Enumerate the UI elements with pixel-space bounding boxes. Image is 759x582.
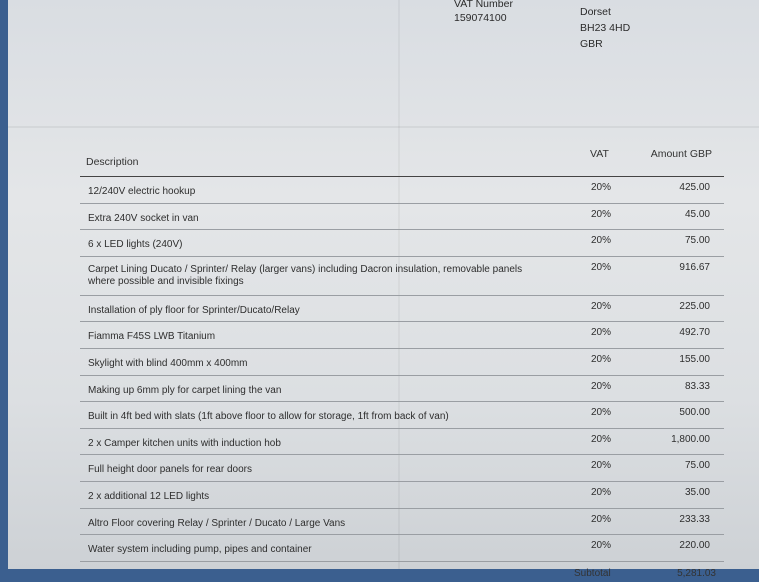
row-description: Carpet Lining Ducato / Sprinter/ Relay (larger vans) including Dacron insulation, removable panels where possible and invisible fixings xyxy=(88,263,523,287)
row-description: Water system including pump, pipes and container xyxy=(88,544,312,556)
row-amount: 916.67 xyxy=(679,261,710,273)
address-line-country: GBR xyxy=(580,38,603,50)
table-row xyxy=(80,257,724,296)
row-description: Altro Floor covering Relay / Sprinter / Ducato / Large Vans xyxy=(88,517,346,529)
row-amount: 1,800.00 xyxy=(671,433,710,445)
row-amount: 155.00 xyxy=(679,353,710,365)
row-description: Fiamma F45S LWB Titanium xyxy=(88,331,216,343)
row-description: Built in 4ft bed with slats (1ft above floor to allow for storage, 1ft from back of van) xyxy=(88,411,449,423)
column-header-vat: VAT xyxy=(590,148,609,160)
row-vat: 20% xyxy=(591,235,612,247)
row-vat: 20% xyxy=(591,380,612,392)
row-amount: 233.33 xyxy=(679,513,710,525)
row-description: Full height door panels for rear doors xyxy=(88,464,252,476)
row-description: Extra 240V socket in van xyxy=(88,212,199,224)
line-items-table xyxy=(80,140,724,582)
row-vat: 20% xyxy=(591,353,612,365)
row-amount: 500.00 xyxy=(679,407,710,419)
row-vat: 20% xyxy=(591,327,612,339)
row-vat: 20% xyxy=(591,486,612,498)
row-description: 2 x Camper kitchen units with induction hob xyxy=(88,437,281,449)
table-row xyxy=(80,322,724,349)
table-row xyxy=(80,177,724,204)
subtotal-label: Subtotal xyxy=(574,567,611,579)
vat-number-label: VAT Number xyxy=(454,0,513,10)
row-description: Installation of ply floor for Sprinter/Ducato/Relay xyxy=(88,304,300,316)
row-description: 6 x LED lights (240V) xyxy=(88,239,183,251)
table-row xyxy=(80,429,724,456)
row-vat: 20% xyxy=(591,540,612,552)
row-amount: 35.00 xyxy=(684,486,710,498)
invoice-page xyxy=(8,0,759,579)
table-row xyxy=(80,230,724,257)
table-row xyxy=(80,482,724,509)
row-vat: 20% xyxy=(591,300,612,312)
row-amount: 225.00 xyxy=(679,300,710,312)
row-vat: 20% xyxy=(591,208,612,220)
table-row xyxy=(80,509,724,536)
table-header xyxy=(80,140,724,177)
row-amount: 220.00 xyxy=(679,540,710,552)
row-amount: 83.33 xyxy=(684,380,710,392)
row-vat: 20% xyxy=(591,182,612,193)
table-row xyxy=(80,204,724,231)
row-amount: 75.00 xyxy=(684,235,710,247)
row-vat: 20% xyxy=(591,261,612,273)
row-description: Skylight with blind 400mm x 400mm xyxy=(88,357,248,369)
table-row xyxy=(80,455,724,482)
address-line-postcode: BH23 4HD xyxy=(580,22,631,34)
paper-fold-horizontal xyxy=(8,126,759,128)
column-header-description: Description xyxy=(86,156,139,168)
table-row xyxy=(80,376,724,403)
row-vat: 20% xyxy=(591,513,612,525)
column-header-amount: Amount GBP xyxy=(650,148,712,160)
subtotal-value: 5,281.03 xyxy=(677,567,716,579)
table-row xyxy=(80,349,724,376)
row-vat: 20% xyxy=(591,407,612,419)
address-line-county: Dorset xyxy=(580,6,611,18)
row-amount: 425.00 xyxy=(679,182,710,193)
row-vat: 20% xyxy=(591,433,612,445)
row-amount: 492.70 xyxy=(679,327,710,339)
row-description: 12/240V electric hookup xyxy=(88,186,196,197)
row-amount: 75.00 xyxy=(684,460,710,472)
row-vat: 20% xyxy=(591,460,612,472)
vat-number-value: 159074100 xyxy=(454,12,507,24)
row-description: 2 x additional 12 LED lights xyxy=(88,490,210,502)
subtotal-row xyxy=(80,562,724,582)
table-row xyxy=(80,402,724,429)
table-row xyxy=(80,296,724,323)
row-amount: 45.00 xyxy=(684,208,710,220)
row-description: Making up 6mm ply for carpet lining the van xyxy=(88,384,282,396)
table-row xyxy=(80,535,724,562)
